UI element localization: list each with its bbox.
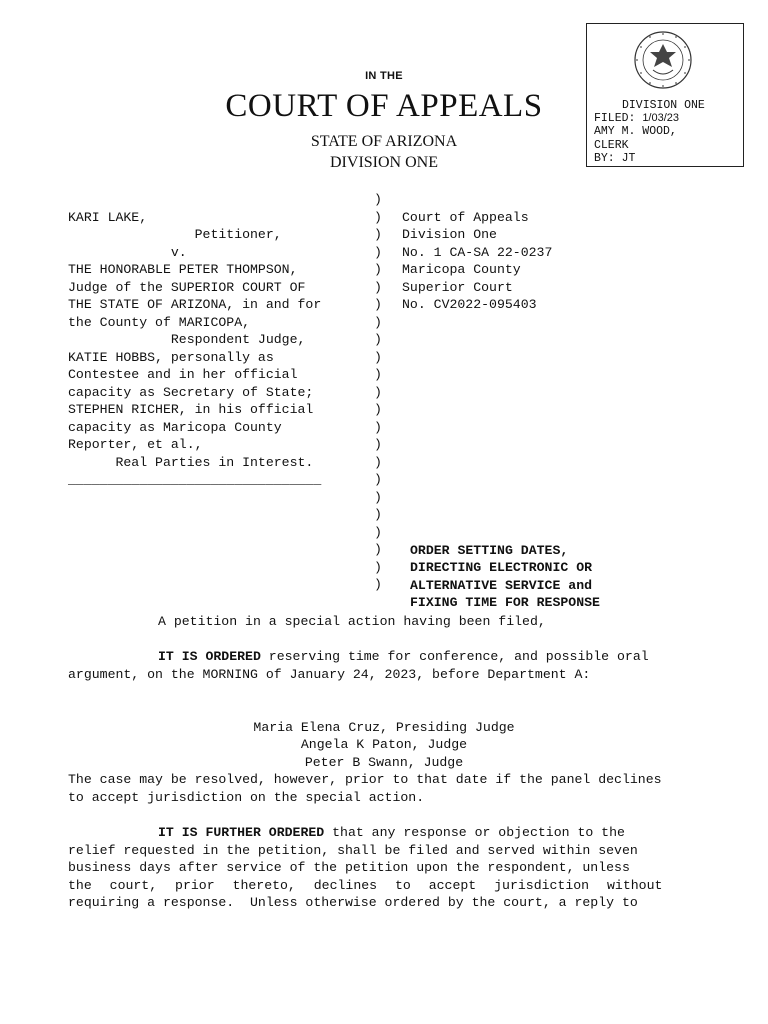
caption-left: [68, 191, 321, 506]
header-in-the: IN THE: [365, 70, 403, 82]
paragraph-further-ordered-line1: [158, 824, 625, 842]
paragraph-further-ordered-line: the court, prior thereto, declines to accept jurisdiction without: [68, 878, 663, 893]
superior-case-number: No. CV2022-095403: [402, 297, 537, 312]
paragraph-further-ordered-line: requiring a response. Unless otherwise ordered by the court, a reply to: [68, 895, 638, 910]
caption-line: Contestee and in her official: [68, 367, 298, 382]
paragraph-further-ordered-line: relief requested in the petition, shall be filed and served within seven: [68, 843, 638, 858]
caption-line: v.: [68, 244, 187, 260]
stamp-division: DIVISION ONE: [622, 99, 705, 112]
ordered-heading: IT IS ORDERED: [158, 649, 261, 664]
judge-name: Angela K Paton, Judge: [300, 737, 468, 752]
division-label: Division One: [402, 227, 497, 242]
paragraph-further-ordered-line: business days after service of the petition upon the respondent, unless: [68, 860, 630, 875]
state-line: STATE OF ARIZONA: [310, 133, 458, 150]
superior-court-label: Superior Court: [402, 279, 513, 295]
judge-name: Maria Elena Cruz, Presiding Judge: [253, 719, 515, 735]
stamp-filed-label: FILED:: [594, 112, 643, 125]
ordered-text: reserving time for conference, and possible oral: [260, 649, 649, 664]
caption-line: KATIE HOBBS, personally as: [68, 349, 274, 365]
caption-line: Respondent Judge,: [68, 332, 306, 347]
further-ordered-text: that any response or objection to the: [324, 825, 625, 840]
order-title-line: ALTERNATIVE SERVICE and: [410, 577, 593, 593]
caption-line: Reporter, et al.,: [68, 437, 203, 452]
court-seal-icon: [633, 30, 693, 90]
order-title-line: ORDER SETTING DATES,: [410, 542, 569, 558]
stamp-clerk-title: CLERK: [594, 139, 629, 152]
paragraph-ordered-line1: [158, 648, 649, 666]
caption-line: Real Parties in Interest.: [68, 454, 314, 470]
court-of-appeals-label: Court of Appeals: [402, 209, 529, 225]
judge-name: Peter B Swann, Judge: [304, 754, 464, 770]
caption-line: STEPHEN RICHER, in his official: [68, 402, 314, 417]
stamp-filed: [594, 112, 679, 126]
order-title-line: DIRECTING ELECTRONIC OR: [410, 560, 593, 575]
paragraph-resolution-line1: The case may be resolved, however, prior to that date if the panel declines: [68, 772, 662, 787]
caption-paren-column: ) ) ) ) ) ) ) ) ) ) ) ) ) ) ) ) ) ) ) ) ) ) ): [374, 192, 382, 592]
division-line: DIVISION ONE: [330, 154, 438, 171]
caption-line: the County of MARICOPA,: [68, 314, 251, 330]
caption-line: Petitioner,: [68, 227, 282, 242]
paragraph-ordered-line2: argument, on the MORNING of January 24, 2023, before Department A:: [68, 667, 591, 682]
caption-line: capacity as Secretary of State;: [68, 384, 314, 400]
stamp-by: BY: JT: [594, 152, 636, 165]
stamp-clerk-name: AMY M. WOOD,: [594, 125, 677, 138]
stamp-filed-date: 1/03/23: [642, 112, 680, 124]
order-title-line: FIXING TIME FOR RESPONSE: [410, 595, 600, 610]
appeals-case-number: No. 1 CA-SA 22-0237: [402, 244, 553, 260]
filing-stamp: [586, 23, 744, 167]
caption-line: KARI LAKE,: [68, 209, 148, 225]
caption-line: Judge of the SUPERIOR COURT OF: [68, 279, 306, 295]
caption-line: THE HONORABLE PETER THOMPSON,: [68, 262, 298, 277]
caption-line: THE STATE OF ARIZONA, in and for: [68, 297, 322, 312]
county-label: Maricopa County: [402, 262, 521, 277]
caption-right: [402, 191, 552, 331]
paragraph-petition-filed: A petition in a special action having been filed,: [158, 614, 546, 629]
paragraph-resolution-line2: to accept jurisdiction on the special action.: [68, 790, 425, 805]
further-ordered-heading: IT IS FURTHER ORDERED: [158, 825, 325, 840]
caption-line: capacity as Maricopa County: [68, 419, 282, 435]
caption-line: ________________________________: [68, 472, 322, 487]
court-title: COURT OF APPEALS: [225, 88, 543, 124]
